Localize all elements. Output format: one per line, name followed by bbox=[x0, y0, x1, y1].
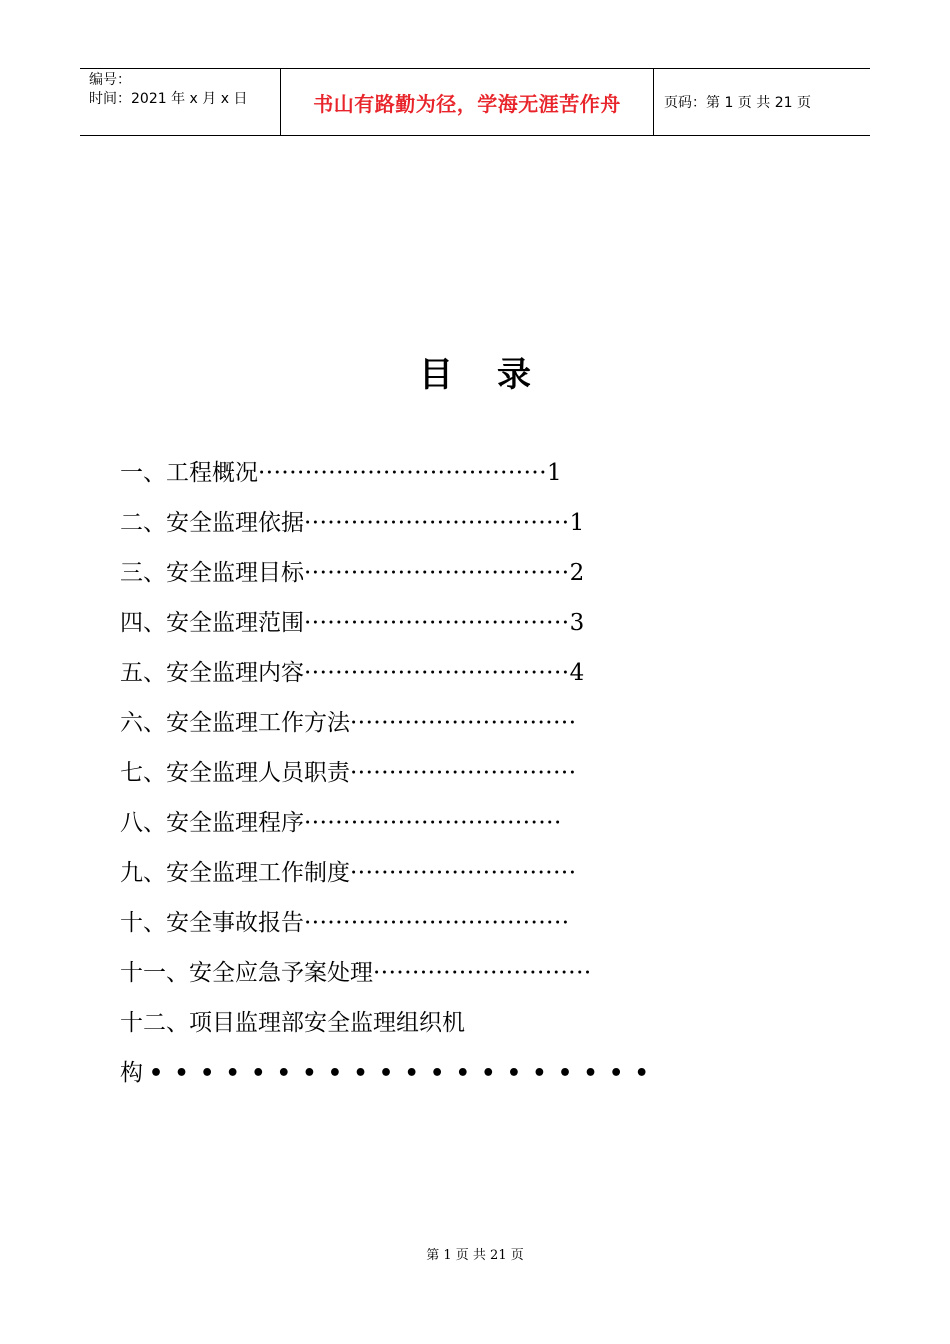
toc-entry-label: 九、安全监理工作制度 bbox=[120, 860, 350, 886]
toc-entry[interactable] bbox=[120, 800, 680, 850]
toc-entry[interactable] bbox=[120, 500, 680, 550]
toc-entry-leader: ·································· bbox=[304, 910, 570, 936]
toc-entry[interactable] bbox=[120, 450, 680, 500]
toc-entry-label: 三、安全监理目标 bbox=[120, 560, 304, 586]
toc-entry[interactable] bbox=[120, 650, 680, 700]
toc-title: 目录 bbox=[419, 355, 575, 395]
toc-entry-leader: •••••••••••••••••••• bbox=[149, 1061, 661, 1086]
toc-entry-label: 十、安全事故报告 bbox=[120, 910, 304, 936]
toc-entry[interactable] bbox=[120, 950, 680, 1000]
toc-entry-label: 十一、安全应急予案处理 bbox=[120, 960, 373, 986]
toc-entry-leader: ···························· bbox=[373, 960, 592, 986]
toc-entry[interactable] bbox=[120, 600, 680, 650]
toc-entry-leader: ·································· bbox=[304, 560, 570, 586]
toc-entry-label: 七、安全监理人员职责 bbox=[120, 760, 350, 786]
toc-entry[interactable] bbox=[120, 1000, 680, 1050]
header-page-label: 页码：第 1 页 共 21 页 bbox=[664, 95, 811, 111]
toc-entry-continuation[interactable] bbox=[120, 1050, 680, 1100]
toc-entry-leader: ····························· bbox=[350, 760, 577, 786]
toc-entry-page: 3 bbox=[569, 610, 585, 636]
toc-entry-page: 4 bbox=[569, 660, 585, 686]
toc-entry-label: 六、安全监理工作方法 bbox=[120, 710, 350, 736]
toc-entry-leader: ····································· bbox=[258, 460, 548, 486]
table-of-contents bbox=[120, 450, 680, 1100]
toc-entry-leader: ·································· bbox=[304, 610, 570, 636]
toc-entry[interactable] bbox=[120, 550, 680, 600]
header-motto: 书山有路勤为径，学海无涯苦作舟 bbox=[281, 69, 654, 135]
toc-entry-leader: ····························· bbox=[350, 860, 577, 886]
toc-entry-page: 1 bbox=[569, 510, 585, 536]
toc-entry-label: 十二、项目监理部安全监理组织机 bbox=[120, 1010, 465, 1036]
toc-entry[interactable] bbox=[120, 700, 680, 750]
toc-entry[interactable] bbox=[120, 850, 680, 900]
toc-entry-label: 五、安全监理内容 bbox=[120, 660, 304, 686]
toc-entry-leader: ····························· bbox=[350, 710, 577, 736]
toc-entry-label: 四、安全监理范围 bbox=[120, 610, 304, 636]
time-label: 时间：2021 年 x 月 x 日 bbox=[89, 91, 248, 107]
toc-entry[interactable] bbox=[120, 900, 680, 950]
toc-entry-page: 1 bbox=[547, 460, 562, 486]
toc-entry-label: 二、安全监理依据 bbox=[120, 510, 304, 536]
page-header bbox=[80, 68, 870, 136]
toc-entry[interactable] bbox=[120, 750, 680, 800]
toc-entry-leader: ·································· bbox=[304, 660, 570, 686]
header-meta bbox=[80, 69, 281, 135]
page-footer: 第 1 页 共 21 页 bbox=[426, 1248, 524, 1263]
toc-entry-leader: ·································· bbox=[304, 510, 570, 536]
number-label: 编号： bbox=[89, 72, 131, 88]
toc-entry-page: 2 bbox=[569, 560, 585, 586]
toc-entry-label: 八、安全监理程序 bbox=[120, 810, 304, 836]
toc-entry-leader: ································· bbox=[304, 810, 562, 836]
toc-entry-label: 构 bbox=[120, 1060, 143, 1086]
toc-entry-label: 一、工程概况 bbox=[120, 460, 258, 486]
